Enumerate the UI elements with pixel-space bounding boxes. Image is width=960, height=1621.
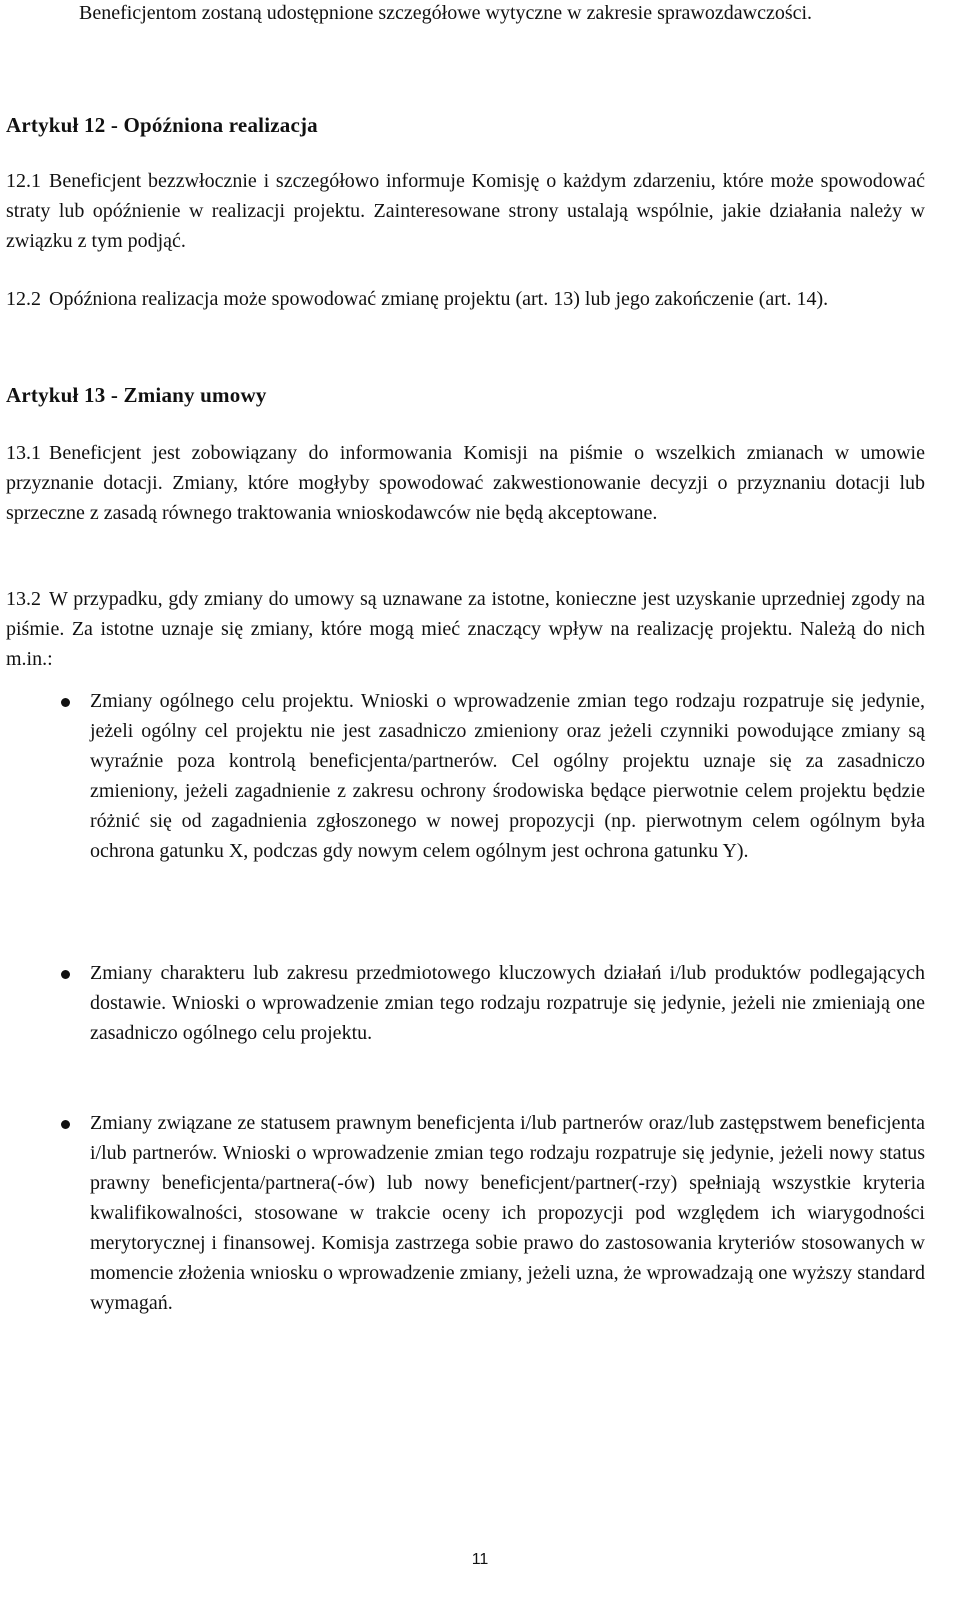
paragraph-13-1 — [6, 438, 925, 528]
paragraph-12-1 — [6, 166, 925, 256]
paragraph-number: 13.1 — [6, 442, 41, 464]
page-number: 11 — [471, 1551, 489, 1568]
bullet-icon — [61, 1120, 70, 1129]
list-item — [90, 958, 925, 1048]
list-item — [90, 1108, 925, 1318]
paragraph-number: 12.1 — [6, 170, 41, 192]
paragraph-13-2 — [6, 584, 925, 674]
bullet-icon — [61, 970, 70, 979]
intro-paragraph: Beneficjentom zostaną udostępnione szczegółowe wytyczne w zakresie sprawozdawczości. — [79, 2, 813, 24]
bullet-icon — [61, 698, 70, 707]
paragraph-text: W przypadku, gdy zmiany do umowy są uznawane za istotne, konieczne jest uzyskanie uprzedniej zgody na piśmie. Za istotne uznaje się zmiany, które mogą mieć znaczący wpływ na realizację projektu. Należą do nich m.in.: — [6, 588, 925, 670]
list-item-text: Zmiany związane ze statusem prawnym beneficjenta i/lub partnerów oraz/lub zastępstwem beneficjenta i/lub partnerów. Wnioski o wprowadzenie zmian tego rodzaju rozpatruje się jedynie, jeżeli nowy status prawny beneficjenta/partnera(-ów) lub nowy beneficjent/partner(-rzy) spełniają wszystkie kryteria kwalifikowalności, stosowane w trakcie oceny ich propozycji pod względem ich wiarygodności merytorycznej i finansowej. Komisja zastrzega sobie prawo do zastosowania kryteriów stosowanych w momencie złożenia wniosku o wprowadzenie zmiany, jeżeli uzna, że wprowadzają one wyższy standard wymagań. — [90, 1112, 925, 1314]
article-13-heading: Artykuł 13 - Zmiany umowy — [6, 383, 267, 407]
paragraph-text: Beneficjent jest zobowiązany do informowania Komisji na piśmie o wszelkich zmianach w umowie przyznanie dotacji. Zmiany, które mogłyby spowodować zakwestionowanie decyzji o przyznaniu dotacji lub sprzeczne z zasadą równego traktowania wnioskodawców nie będą akceptowane. — [6, 442, 925, 524]
paragraph-number: 12.2 — [6, 288, 41, 310]
list-item-text: Zmiany charakteru lub zakresu przedmiotowego kluczowych działań i/lub produktów podlegających dostawie. Wnioski o wprowadzenie zmian tego rodzaju rozpatruje się jedynie, jeżeli nie zmieniają one zasadniczo ogólnego celu projektu. — [90, 962, 925, 1044]
paragraph-text: Opóźniona realizacja może spowodować zmianę projektu (art. 13) lub jego zakończenie (art. 14). — [49, 288, 829, 310]
paragraph-text: Beneficjent bezzwłocznie i szczegółowo informuje Komisję o każdym zdarzeniu, które może spowodować straty lub opóźnienie w realizacji projektu. Zainteresowane strony ustalają wspólnie, jakie działania należy w związku z tym podjąć. — [6, 170, 925, 252]
list-item-text: Zmiany ogólnego celu projektu. Wnioski o wprowadzenie zmian tego rodzaju rozpatruje się jedynie, jeżeli ogólny cel projektu nie jest zasadniczo zmieniony oraz jeżeli czynniki powodujące zmiany są wyraźnie poza kontrolą beneficjenta/partnerów. Cel ogólny projektu uznaje się za zasadniczo zmieniony, jeżeli zagadnienie z zakresu ochrony środowiska będące pierwotnie celem projektu będzie różnić się od zagadnienia zgłoszonego w nowej propozycji (np. pierwotnym celem ogólnym była ochrona gatunku X, podczas gdy nowym celem ogólnym jest ochrona gatunku Y). — [90, 690, 925, 862]
article-12-heading: Artykuł 12 - Opóźniona realizacja — [6, 113, 318, 137]
list-item — [90, 686, 925, 866]
paragraph-number: 13.2 — [6, 588, 41, 610]
paragraph-12-2 — [6, 284, 925, 314]
